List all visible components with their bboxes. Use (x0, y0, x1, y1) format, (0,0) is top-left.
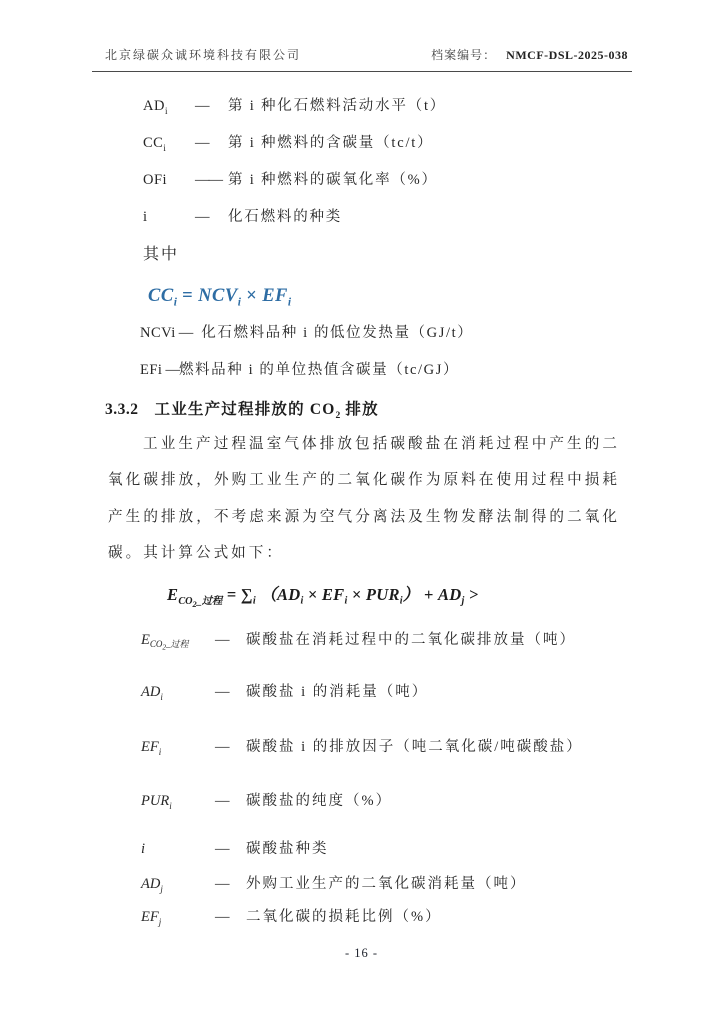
among-label: 其中 (143, 246, 180, 263)
definition-row-i (108, 199, 620, 236)
symbol-label: $AD_j$ (141, 876, 163, 895)
definition-row-e-process (108, 628, 620, 652)
symbol-description: 第 i 种燃料的碳氧化率（%） (228, 172, 438, 188)
symbol-label: $E_{CO_2\_过程}$ (141, 632, 189, 652)
dash: — (195, 98, 209, 114)
symbol-description: 化石燃料品种 i 的低位发热量（GJ/t） (201, 325, 474, 341)
symbol-label: NCVi (140, 325, 176, 341)
nested-subscript: CO2_过程 (149, 639, 189, 652)
nested-subscript: CO2_过程 (178, 595, 223, 609)
section-heading-3-3-2 (105, 397, 620, 422)
symbol-label: $CC_i$ (143, 135, 166, 153)
formula-cc-equals-ncv-times-ef: $CC_i = NCV_i \times EF_i$ (148, 286, 292, 309)
dash: — (215, 632, 229, 649)
dash: — (178, 325, 193, 341)
document-body (105, 88, 620, 929)
section-number: 3.3.2 (105, 401, 139, 418)
doc-number (431, 46, 628, 63)
symbol-description: 第 i 种燃料的含碳量（tc/t） (228, 135, 434, 151)
dash: — (195, 209, 209, 225)
page-header (92, 46, 632, 72)
fuel-symbol-definitions (108, 88, 620, 236)
dash: — (165, 362, 179, 378)
doc-number-label: 档案编号： (431, 48, 497, 62)
dash: — (195, 135, 209, 151)
symbol-label: $EF_j$ (141, 909, 162, 928)
symbol-label: i (141, 841, 146, 858)
dash: —— (195, 172, 222, 188)
company-name: 北京绿碳众诚环境科技有限公司 (105, 48, 302, 62)
definition-row-efj (108, 905, 620, 929)
section-title: 工业生产过程排放的 $CO_2$ 排放 (154, 401, 379, 422)
symbol-description: 碳酸盐种类 (246, 841, 329, 858)
dash: — (215, 876, 229, 893)
symbol-label: $AD_i$ (143, 98, 168, 116)
definition-row-cci (108, 125, 620, 162)
definition-row-adj (108, 872, 620, 896)
doc-number-value: NMCF-DSL-2025-038 (506, 48, 628, 62)
definition-row-adi (108, 88, 620, 125)
process-symbol-definitions (108, 628, 620, 929)
definition-row-efi-process (108, 735, 620, 759)
definition-row-adi-process (108, 680, 620, 704)
definition-row-i-process (108, 837, 620, 861)
symbol-description: 外购工业生产的二氧化碳消耗量（吨） (246, 876, 527, 893)
symbol-label: OFi (143, 172, 168, 188)
symbol-label: EFi (140, 362, 163, 378)
definition-row-ofi (108, 162, 620, 199)
definition-row-puri (108, 789, 620, 813)
dash: — (215, 793, 229, 810)
symbol-description: 二氧化碳的损耗比例（%） (246, 909, 442, 926)
symbol-label: $AD_i$ (141, 684, 163, 703)
definition-row-efi (108, 352, 620, 389)
dash: — (215, 684, 229, 701)
dash: — (215, 841, 229, 858)
symbol-description: 碳酸盐 i 的消耗量（吨） (246, 684, 429, 701)
symbol-description: 碳酸盐 i 的排放因子（吨二氧化碳/吨碳酸盐） (246, 739, 583, 756)
symbol-description: 化石燃料的种类 (228, 209, 343, 225)
definition-row-ncvi (108, 315, 620, 352)
symbol-description: 第 i 种化石燃料活动水平（t） (228, 98, 447, 114)
page-number: - 16 - (344, 946, 379, 960)
body-paragraph: 工业生产过程温室气体排放包括碳酸盐在消耗过程中产生的二氧化碳排放，外购工业生产的二氧化碳作为原料在使用过程中损耗产生的排放，不考虑来源为空气分离法及生物发酵法制得的二氧化碳。其计算公式如下： (108, 436, 620, 561)
symbol-label: $PUR_i$ (141, 793, 172, 812)
ncv-ef-definitions (108, 315, 620, 389)
formula-e-co2-process: $E_{CO_2\_过程} = \sum_i$ $(AD_i \times EF_i \times PUR_i) + AD_j$ > (167, 585, 479, 609)
dash: — (215, 739, 229, 756)
symbol-label: i (143, 209, 148, 225)
symbol-label: $EF_i$ (141, 739, 162, 758)
symbol-description: 碳酸盐在消耗过程中的二氧化碳排放量（吨） (246, 632, 576, 649)
symbol-description: 碳酸盐的纯度（%） (246, 793, 393, 810)
dash: — (215, 909, 229, 926)
symbol-description: 燃料品种 i 的单位热值含碳量（tc/GJ） (178, 362, 460, 378)
